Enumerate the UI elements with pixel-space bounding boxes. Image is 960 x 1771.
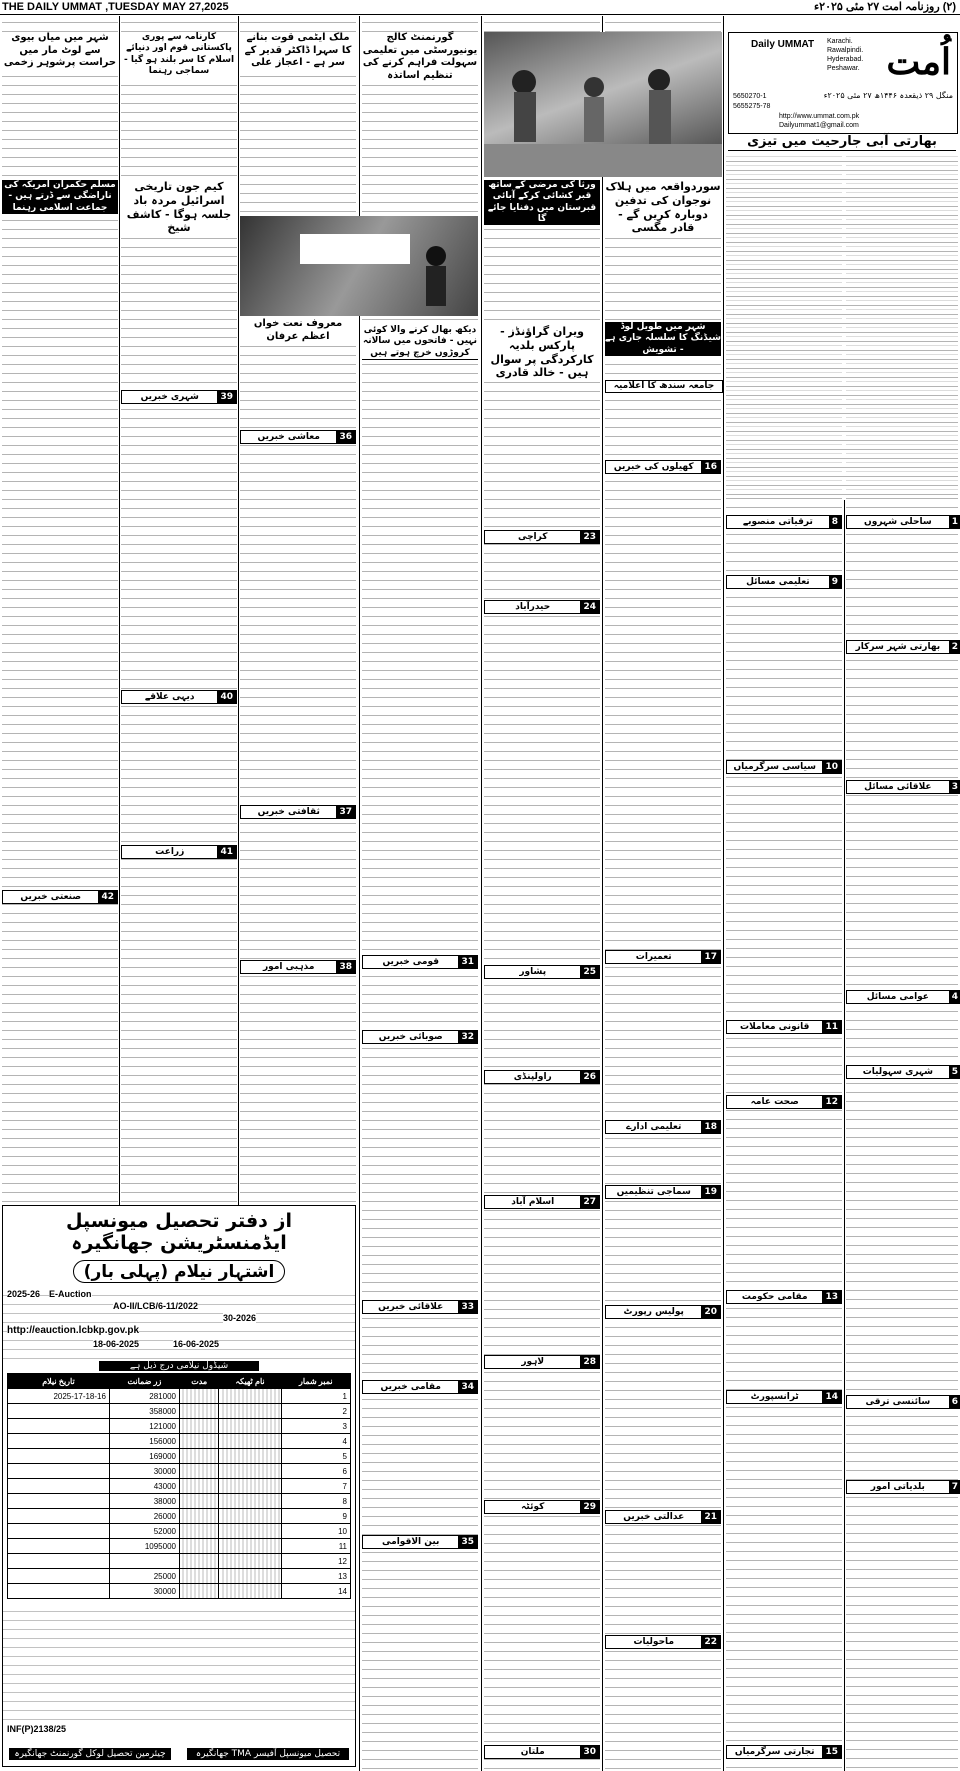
- marker-label: تعلیمی ادارے: [626, 1122, 682, 1132]
- auction-advertisement: [2, 1205, 356, 1767]
- marker-label: ملتان: [520, 1747, 545, 1757]
- marker-label: تعمیرات: [635, 952, 672, 962]
- ad-terms: [3, 1605, 355, 1725]
- table-cell: [219, 1584, 281, 1599]
- table-cell: 281000: [109, 1389, 179, 1404]
- marker-label: زراعت: [155, 847, 185, 857]
- table-cell: 10: [281, 1524, 350, 1539]
- ad-footer-code: INF(P)2138/25: [7, 1724, 67, 1734]
- logo-english: Daily UMMAT: [751, 39, 815, 50]
- marker-label: دیہی علاقے: [144, 692, 195, 702]
- marker-label: عدالتی خبریں: [623, 1512, 685, 1522]
- marker-number: 13: [822, 1291, 841, 1303]
- continued-marker: [240, 960, 356, 974]
- table-cell: [8, 1404, 110, 1419]
- marker-number: 21: [701, 1511, 720, 1523]
- continued-marker: [2, 890, 118, 904]
- marker-number: 39: [217, 391, 236, 403]
- table-row: [8, 1464, 351, 1479]
- table-row: [8, 1569, 351, 1584]
- table-cell: [8, 1494, 110, 1509]
- continued-marker: [484, 1745, 600, 1759]
- headline-7: معروف نعت خواں اعظم عرفان: [240, 318, 356, 343]
- headline-1: ملک ایٹمی قوت بنانے کا سہرا ڈاکٹر قدیر کے سر ہے - اعجاز علی: [240, 32, 356, 70]
- table-cell: [179, 1389, 218, 1404]
- auction-table: [7, 1373, 351, 1599]
- photo-image-icon: [484, 32, 722, 177]
- continued-marker: [726, 575, 842, 589]
- marker-number: 25: [580, 966, 599, 978]
- table-cell: [219, 1554, 281, 1569]
- table-cell: 43000: [109, 1479, 179, 1494]
- table-row: [8, 1434, 351, 1449]
- table-cell: [179, 1419, 218, 1434]
- continued-marker: [240, 805, 356, 819]
- table-cell: [179, 1539, 218, 1554]
- ad-date-1: 16-06-2025: [173, 1339, 220, 1349]
- marker-number: 8: [829, 516, 841, 528]
- table-cell: [219, 1479, 281, 1494]
- continued-marker: [846, 780, 960, 794]
- marker-label: ثقافتی خبریں: [257, 807, 320, 817]
- table-cell: 30000: [109, 1584, 179, 1599]
- headline-6b: دیکھ بھال کرنے والا کوئی نہیں - فاتحوں میں سالانہ کروڑوں خرچ ہوتے ہیں: [362, 325, 478, 360]
- table-cell: [8, 1524, 110, 1539]
- table-cell: [8, 1554, 110, 1569]
- page-header: [0, 0, 960, 15]
- marker-label: مقامی حکومت: [741, 1292, 808, 1302]
- table-cell: 169000: [109, 1449, 179, 1464]
- marker-label: سائنسی ترقی: [865, 1397, 931, 1407]
- marker-label: ٹرانسپورٹ: [750, 1392, 799, 1402]
- marker-label: صوبائی خبریں: [378, 1032, 443, 1042]
- marker-number: 28: [580, 1356, 599, 1368]
- marker-number: 1: [949, 516, 960, 528]
- marker-number: 18: [701, 1121, 720, 1133]
- continued-marker: [605, 1185, 721, 1199]
- marker-label: لاہور: [521, 1357, 545, 1367]
- table-cell: 2025-17-18-16: [8, 1389, 110, 1404]
- marker-number: 4: [949, 991, 960, 1003]
- continued-marker: [121, 390, 237, 404]
- marker-number: 6: [949, 1396, 960, 1408]
- english-dateline: THE DAILY UMMAT ,TUESDAY MAY 27,2025: [2, 1, 229, 13]
- marker-number: 14: [822, 1391, 841, 1403]
- table-cell: [219, 1404, 281, 1419]
- continued-marker: [726, 1095, 842, 1109]
- ad-url[interactable]: http://eauction.lcbkp.gov.pk: [7, 1325, 140, 1336]
- marker-number: 27: [580, 1196, 599, 1208]
- marker-label: صنعتی خبریں: [20, 892, 82, 902]
- continued-marker: [484, 1070, 600, 1084]
- table-cell: 6: [281, 1464, 350, 1479]
- headline-8: شہر میں طویل لوڈ شیڈنگ کا سلسلہ جاری ہے - تشویش: [605, 322, 721, 355]
- marker-label: تجارتی سرگرمیاں: [734, 1747, 815, 1757]
- continued-marker: [605, 1510, 721, 1524]
- table-cell: 52000: [109, 1524, 179, 1539]
- table-cell: [219, 1569, 281, 1584]
- marker-label: کھیلوں کی خبریں: [613, 462, 694, 472]
- phone-2: 5655275-78: [733, 103, 771, 110]
- marker-number: 38: [336, 961, 355, 973]
- ad-subtitle-box: [73, 1260, 285, 1283]
- ad-signature-right: تحصیل میونسپل آفیسر TMA جھانگیرہ: [187, 1748, 349, 1760]
- table-cell: 26000: [109, 1509, 179, 1524]
- continued-marker: [846, 1065, 960, 1079]
- marker-label: علاقائی خبریں: [378, 1302, 444, 1312]
- table-cell: [8, 1464, 110, 1479]
- marker-number: 34: [458, 1381, 477, 1393]
- continued-marker: [726, 515, 842, 529]
- continued-marker: [726, 1390, 842, 1404]
- headline-5b: ورثا کی مرضی کے ساتھ قبر کشائی کرکے آبائی قبرستان میں دفنایا جائے گا: [484, 180, 600, 225]
- marker-label: بھارتی شہر سرکار: [855, 642, 941, 652]
- headline-3: شہر میں میاں بیوی سے لوٹ مار میں حراست پرشوہر زخمی: [3, 32, 117, 68]
- marker-label: سماجی تنظیمیں: [616, 1187, 691, 1197]
- marker-number: 10: [822, 761, 841, 773]
- ad-year: 2025-26: [7, 1289, 41, 1299]
- marker-number: 37: [336, 806, 355, 818]
- continued-marker: [240, 430, 356, 444]
- marker-label: شہری خبریں: [140, 392, 199, 402]
- marker-label: اسلام آباد: [511, 1197, 555, 1207]
- continued-marker: [605, 1305, 721, 1319]
- marker-label: حیدرآباد: [515, 602, 551, 612]
- table-header-cell: نمبر شمار: [281, 1374, 350, 1389]
- ad-date-2: 18-06-2025: [93, 1339, 140, 1349]
- table-row: [8, 1509, 351, 1524]
- continued-marker: [484, 1500, 600, 1514]
- table-cell: [219, 1509, 281, 1524]
- table-row: [8, 1479, 351, 1494]
- table-cell: 11: [281, 1539, 350, 1554]
- table-cell: [179, 1449, 218, 1464]
- continued-marker: [605, 950, 721, 964]
- marker-number: 15: [822, 1746, 841, 1758]
- masthead-date: منگل ۲۹ ذیقعدہ ۱۴۴۶ھ ۲۷ مئی ۲۰۲۵ء: [823, 91, 953, 100]
- marker-label: بین الاقوامی: [382, 1537, 440, 1547]
- table-cell: [179, 1494, 218, 1509]
- marker-number: 36: [336, 431, 355, 443]
- continued-marker: [121, 690, 237, 704]
- table-row: [8, 1554, 351, 1569]
- marker-number: 2: [949, 641, 960, 653]
- continued-marker: [484, 1355, 600, 1369]
- table-header-cell: زر ضمانت: [109, 1374, 179, 1389]
- continued-marker: [846, 990, 960, 1004]
- marker-number: 26: [580, 1071, 599, 1083]
- marker-number: 24: [580, 601, 599, 613]
- event-photo: [240, 216, 478, 316]
- headline-1b: کارنامہ سے پوری پاکستانی قوم اور دنیائے اسلام کا سر بلند ہو گیا - سماجی رہنما: [121, 32, 237, 77]
- table-cell: [179, 1569, 218, 1584]
- table-cell: [179, 1509, 218, 1524]
- table-cell: 156000: [109, 1434, 179, 1449]
- marker-label: ماحولیات: [633, 1637, 675, 1647]
- table-cell: [109, 1554, 179, 1569]
- continued-marker: [362, 1535, 478, 1549]
- table-cell: 1095000: [109, 1539, 179, 1554]
- continued-marker: [362, 1380, 478, 1394]
- table-cell: 358000: [109, 1404, 179, 1419]
- continued-marker: [484, 600, 600, 614]
- table-cell: 12: [281, 1554, 350, 1569]
- marker-label: صحت عامہ: [750, 1097, 799, 1107]
- marker-number: 30: [580, 1746, 599, 1758]
- table-cell: 14: [281, 1584, 350, 1599]
- ad-body: [3, 1289, 355, 1359]
- continued-marker: [362, 1300, 478, 1314]
- marker-label: قانونی معاملات: [740, 1022, 810, 1032]
- marker-number: 12: [822, 1096, 841, 1108]
- table-cell: [219, 1464, 281, 1479]
- table-cell: [219, 1449, 281, 1464]
- table-header-cell: مدت: [179, 1374, 218, 1389]
- marker-number: 3: [949, 781, 960, 793]
- continued-marker: [121, 845, 237, 859]
- continued-marker: [846, 1395, 960, 1409]
- table-cell: 8: [281, 1494, 350, 1509]
- continued-marker: [726, 1290, 842, 1304]
- news-photo-children: [484, 32, 722, 177]
- table-cell: 1: [281, 1389, 350, 1404]
- urdu-dateline: (۲) روزنامہ امت ۲۷ مئی ۲۰۲۵ء: [813, 1, 956, 13]
- marker-number: 17: [701, 951, 720, 963]
- table-row: [8, 1524, 351, 1539]
- marker-label: مقامی خبریں: [380, 1382, 441, 1392]
- table-cell: [219, 1434, 281, 1449]
- marker-label: سیاسی سرگرمیاں: [733, 762, 817, 772]
- ad-title: از دفتر تحصیل میونسپل ایڈمنسٹریشن جھانگیرہ: [66, 1210, 292, 1254]
- table-cell: 7: [281, 1479, 350, 1494]
- continued-marker: [605, 1635, 721, 1649]
- headline-4b: مسلم حکمران امریکہ کی ناراضگی سے ڈرتے ہیں - جماعت اسلامی رہنما: [2, 180, 118, 214]
- website[interactable]: http://www.ummat.com.pk: [779, 113, 860, 120]
- ad-reference: AO-II/LCB/6-11/2022: [113, 1301, 199, 1311]
- marker-number: 16: [701, 461, 720, 473]
- marker-number: 41: [217, 846, 236, 858]
- table-cell: [8, 1479, 110, 1494]
- table-cell: [219, 1389, 281, 1404]
- marker-number: 31: [458, 956, 477, 968]
- table-row: [8, 1389, 351, 1404]
- table-cell: [179, 1524, 218, 1539]
- continued-marker: [484, 965, 600, 979]
- continued-marker: [605, 460, 721, 474]
- marker-label: ترقیاتی منصوبے: [742, 517, 813, 527]
- marker-number: 20: [701, 1306, 720, 1318]
- table-cell: [8, 1584, 110, 1599]
- table-row: [8, 1539, 351, 1554]
- table-row: [8, 1494, 351, 1509]
- phone-1: 5650270-1: [733, 93, 767, 100]
- marker-number: 22: [701, 1636, 720, 1648]
- marker-label: کوئٹہ: [521, 1502, 545, 1512]
- marker-label: کراچی: [517, 532, 548, 542]
- table-cell: 38000: [109, 1494, 179, 1509]
- masthead: [728, 32, 958, 134]
- column-3-text: [240, 16, 356, 1216]
- marker-number: 9: [829, 576, 841, 588]
- logo-urdu: اُمت: [886, 41, 951, 83]
- table-cell: [8, 1434, 110, 1449]
- continued-marker: [846, 1480, 960, 1494]
- table-cell: [179, 1554, 218, 1569]
- table-header-cell: نام ٹھیکہ: [219, 1374, 281, 1389]
- table-cell: [219, 1524, 281, 1539]
- editorial-title: بھارتی آبی جارحیت میں تیزی: [728, 134, 956, 151]
- headline-9: جامعہ سندھ کا اعلامیہ: [605, 380, 723, 393]
- marker-number: 19: [701, 1186, 720, 1198]
- ad-subtitle: اشتہار نیلام (پہلی بار): [83, 1262, 275, 1282]
- headline-2: گورنمنٹ کالج یونیورسٹی میں تعلیمی سہولت فراہم کرنے کی تنظیم اساتذہ: [362, 32, 478, 81]
- table-cell: 25000: [109, 1569, 179, 1584]
- table-cell: 2: [281, 1404, 350, 1419]
- headline-4: کیم جون تاریخی اسرائیل مردہ باد جلسہ ہوگا - کاشف شیخ: [121, 180, 237, 235]
- table-cell: [179, 1464, 218, 1479]
- continued-marker: [362, 1030, 478, 1044]
- marker-label: پشاور: [519, 967, 547, 977]
- continued-marker: [846, 515, 960, 529]
- table-cell: [8, 1569, 110, 1584]
- table-row: [8, 1449, 351, 1464]
- ad-eauction: E-Auction: [49, 1289, 92, 1299]
- table-cell: [219, 1539, 281, 1554]
- table-cell: 5: [281, 1449, 350, 1464]
- table-cell: [8, 1449, 110, 1464]
- marker-number: 32: [458, 1031, 477, 1043]
- marker-label: مذہبی امور: [263, 962, 315, 972]
- marker-label: علاقائی مسائل: [864, 782, 932, 792]
- table-row: [8, 1584, 351, 1599]
- table-cell: 4: [281, 1434, 350, 1449]
- table-cell: [179, 1404, 218, 1419]
- marker-number: 35: [458, 1536, 477, 1548]
- marker-number: 29: [580, 1501, 599, 1513]
- ad-date-3: 30-2026: [223, 1313, 257, 1323]
- continued-marker: [726, 760, 842, 774]
- continued-marker: [726, 1020, 842, 1034]
- table-cell: [219, 1494, 281, 1509]
- table-cell: [8, 1419, 110, 1434]
- marker-number: 42: [98, 891, 117, 903]
- table-cell: [8, 1509, 110, 1524]
- marker-number: 5: [949, 1066, 960, 1078]
- continued-marker: [846, 640, 960, 654]
- headline-6: ویران گراؤنڈز - پارکس بلدیہ کارکردگی پر سوال ہیں - خالد قادری: [484, 325, 600, 380]
- marker-label: ساحلی شہروں: [864, 517, 932, 527]
- cities: Karachi. Rawalpindi. Hyderabad. Peshawar.: [827, 38, 864, 72]
- marker-label: قومی خبریں: [382, 957, 440, 967]
- headline-5: سوردواقعہ میں ہلاک نوجوان کی تدفین دوبارہ کریں گے - قادر مگسی: [605, 180, 721, 235]
- table-cell: [179, 1479, 218, 1494]
- marker-number: 7: [949, 1481, 960, 1493]
- table-row: [8, 1419, 351, 1434]
- marker-label: شہری سہولیات: [862, 1067, 934, 1077]
- ad-table-title: شیڈول نیلامی درج ذیل ہے: [99, 1361, 259, 1371]
- email[interactable]: Dailyummat1@gmail.com: [779, 122, 859, 129]
- table-cell: 3: [281, 1419, 350, 1434]
- marker-number: 11: [822, 1021, 841, 1033]
- marker-number: 40: [217, 691, 236, 703]
- ad-signature-left: چیئرمین تحصیل لوکل گورنمنٹ جھانگیرہ: [9, 1748, 171, 1760]
- table-cell: 13: [281, 1569, 350, 1584]
- table-header-cell: تاریخ نیلام: [8, 1374, 110, 1389]
- table-cell: [179, 1434, 218, 1449]
- marker-number: 23: [580, 531, 599, 543]
- table-cell: 121000: [109, 1419, 179, 1434]
- marker-label: معاشی خبریں: [257, 432, 320, 442]
- marker-label: بلدیاتی امور: [870, 1482, 925, 1492]
- marker-label: راولپنڈی: [513, 1072, 552, 1082]
- column-6-text: [605, 16, 721, 1771]
- table-cell: 9: [281, 1509, 350, 1524]
- editorial-body: [726, 155, 958, 495]
- continued-marker: [726, 1745, 842, 1759]
- table-cell: [219, 1419, 281, 1434]
- table-cell: 30000: [109, 1464, 179, 1479]
- marker-label: عوامی مسائل: [866, 992, 929, 1002]
- marker-label: تعلیمی مسائل: [746, 577, 810, 587]
- table-cell: [179, 1584, 218, 1599]
- continued-marker: [484, 1195, 600, 1209]
- table-row: [8, 1404, 351, 1419]
- auction-table-header: [8, 1374, 351, 1389]
- marker-label: پولیس رپورٹ: [623, 1307, 684, 1317]
- continued-marker: [605, 1120, 721, 1134]
- table-cell: [8, 1539, 110, 1554]
- continued-marker: [362, 955, 478, 969]
- continued-marker: [484, 530, 600, 544]
- marker-number: 33: [458, 1301, 477, 1313]
